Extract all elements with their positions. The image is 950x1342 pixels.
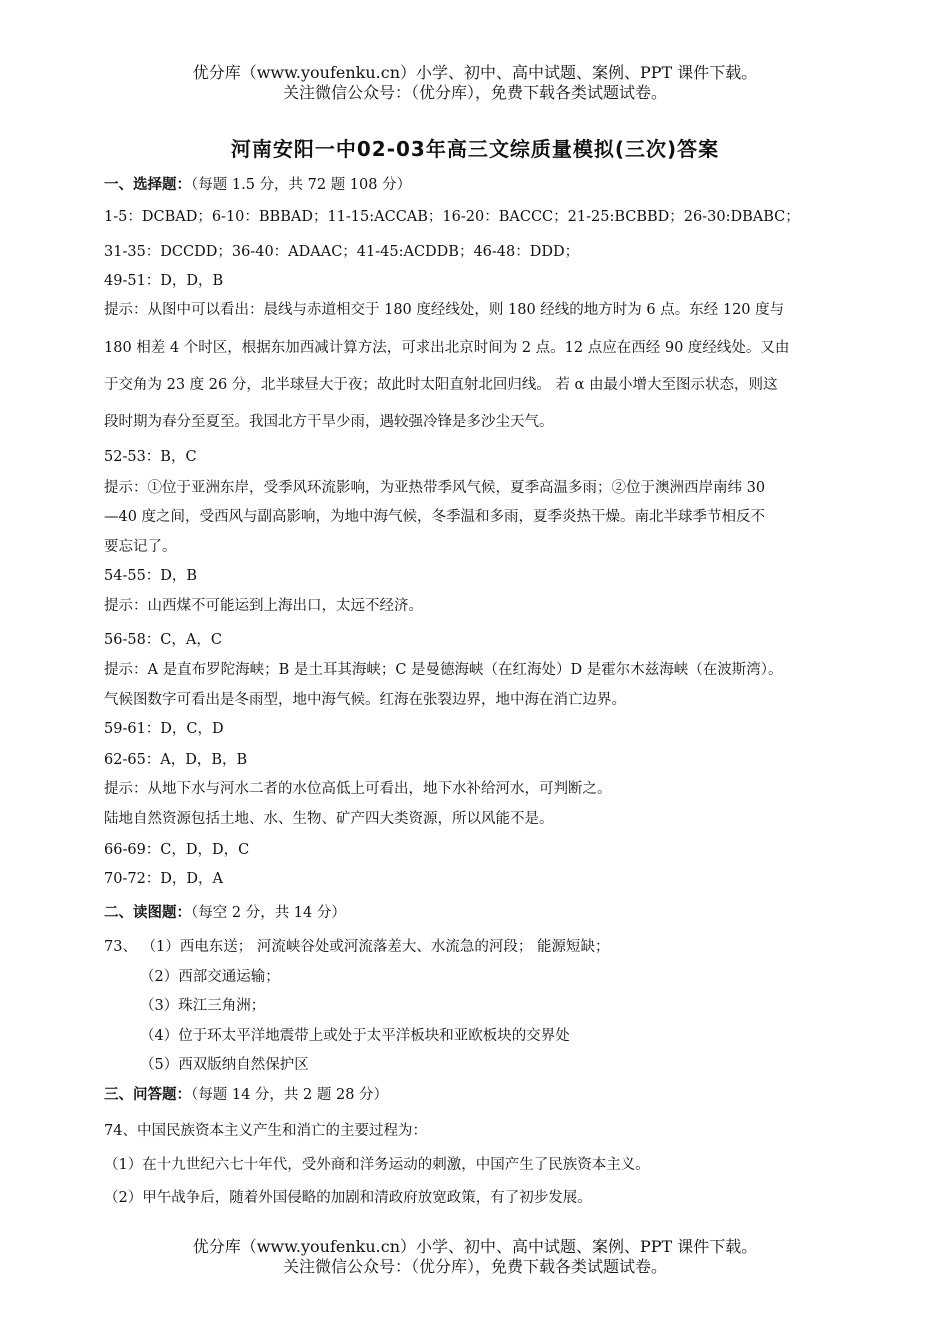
section-3-note: （每题 14 分，共 2 题 28 分） <box>191 1087 389 1103</box>
section-2-heading-row <box>104 903 864 923</box>
q73-answer-5: （5）西双版纳自然保护区 <box>140 1057 309 1073</box>
q73-answer-1: （1）西电东送； 河流峡谷处或河流落差大、水流急的河段； 能源短缺； <box>141 939 610 955</box>
q73-number: 73、 <box>104 939 137 955</box>
answer-line: 56-58：C，A，C <box>104 632 222 648</box>
answer-line: 49-51：D，D，B <box>104 273 224 289</box>
section-3-heading: 三、问答题： <box>104 1087 191 1103</box>
hint-line: 要忘记了。 <box>104 539 177 555</box>
hint-line: 陆地自然资源包括土地、水、生物、矿产四大类资源，所以风能不是。 <box>104 811 554 827</box>
section-2-note: （每空 2 分，共 14 分） <box>191 905 346 921</box>
q74-point-2: （2）甲午战争后，随着外国侵略的加剧和清政府放宽政策，有了初步发展。 <box>104 1190 592 1206</box>
answer-line: 62-65：A，D，B，B <box>104 752 248 768</box>
hint-line: 提示：①位于亚洲东岸，受季风环流影响，为亚热带季风气候，夏季高温多雨；②位于澳洲西岸南纬 30 <box>104 480 766 496</box>
section-3-heading-row <box>104 1085 864 1105</box>
hint-line: 段时期为春分至夏至。我国北方干旱少雨，遇较强冷锋是多沙尘天气。 <box>104 414 554 430</box>
section-1-note: （每题 1.5 分，共 72 题 108 分） <box>191 177 412 193</box>
section-2-heading: 二、读图题： <box>104 905 191 921</box>
hint-line: 气候图数字可看出是冬雨型，地中海气候。红海在张裂边界，地中海在消亡边界。 <box>104 692 626 708</box>
section-1-heading-row <box>104 175 864 195</box>
header-line-2: 关注微信公众号：（优分库），免费下载各类试题试卷。 <box>282 83 667 102</box>
q73-row <box>104 937 864 957</box>
header-line-1: 优分库（www.youfenku.cn）小学、初中、高中试题、案例、PPT 课件下载。 <box>192 63 758 82</box>
hint-line: 提示：从图中可以看出：晨线与赤道相交于 180 度经线处，则 180 经线的地方时为 6 点。东经 120 度与 <box>104 302 785 318</box>
answer-line: 31-35：DCCDD；36-40：ADAAC；41-45:ACDDB；46-48：DDD； <box>104 244 580 260</box>
footer-line-1: 优分库（www.youfenku.cn）小学、初中、高中试题、案例、PPT 课件下载。 <box>192 1237 758 1256</box>
hint-line: 提示：山西煤不可能运到上海出口，太远不经济。 <box>104 598 423 614</box>
answer-line: 52-53：B，C <box>104 449 197 465</box>
hint-line: 提示：A 是直布罗陀海峡；B 是土耳其海峡；C 是曼德海峡（在红海处）D 是霍尔木兹海峡（在波斯湾）。 <box>104 662 783 678</box>
hint-line: 于交角为 23 度 26 分，北半球昼大于夜；故此时太阳直射北回归线。 若 α 由最小增大至图示状态，则这 <box>104 377 778 393</box>
q73-answer-3: （3）珠江三角洲； <box>140 998 266 1014</box>
answer-line: 70-72：D，D，A <box>104 871 224 887</box>
hint-line: 180 相差 4 个时区，根据东加西减计算方法，可求出北京时间为 2 点。12 点应在西经 90 度经线处。又由 <box>104 340 790 356</box>
section-1-heading: 一、选择题： <box>104 177 191 193</box>
q73-answer-4: （4）位于环太平洋地震带上或处于太平洋板块和亚欧板块的交界处 <box>140 1028 570 1044</box>
answer-line: 54-55：D，B <box>104 568 198 584</box>
q73-answer-2: （2）西部交通运输； <box>140 969 280 985</box>
footer-line-2: 关注微信公众号：（优分库），免费下载各类试题试卷。 <box>282 1257 667 1276</box>
answer-line: 66-69：C，D，D，C <box>104 842 250 858</box>
page-title: 河南安阳一中02-03年高三文综质量模拟(三次)答案 <box>230 137 720 161</box>
q74-intro: 74、中国民族资本主义产生和消亡的主要过程为： <box>104 1123 427 1139</box>
q74-point-1: （1）在十九世纪六七十年代，受外商和洋务运动的刺激，中国产生了民族资本主义。 <box>104 1157 650 1173</box>
hint-line: 提示：从地下水与河水二者的水位高低上可看出，地下水补给河水，可判断之。 <box>104 781 612 797</box>
hint-line: —40 度之间，受西风与副高影响，为地中海气候，冬季温和多雨，夏季炎热干燥。南北半球季节相反不 <box>104 509 766 525</box>
answer-line: 59-61：D，C，D <box>104 721 224 737</box>
answer-line: 1-5：DCBAD；6-10：BBBAD；11-15:ACCAB；16-20：BACCC；21-25:BCBBD；26-30:DBABC； <box>104 209 800 225</box>
